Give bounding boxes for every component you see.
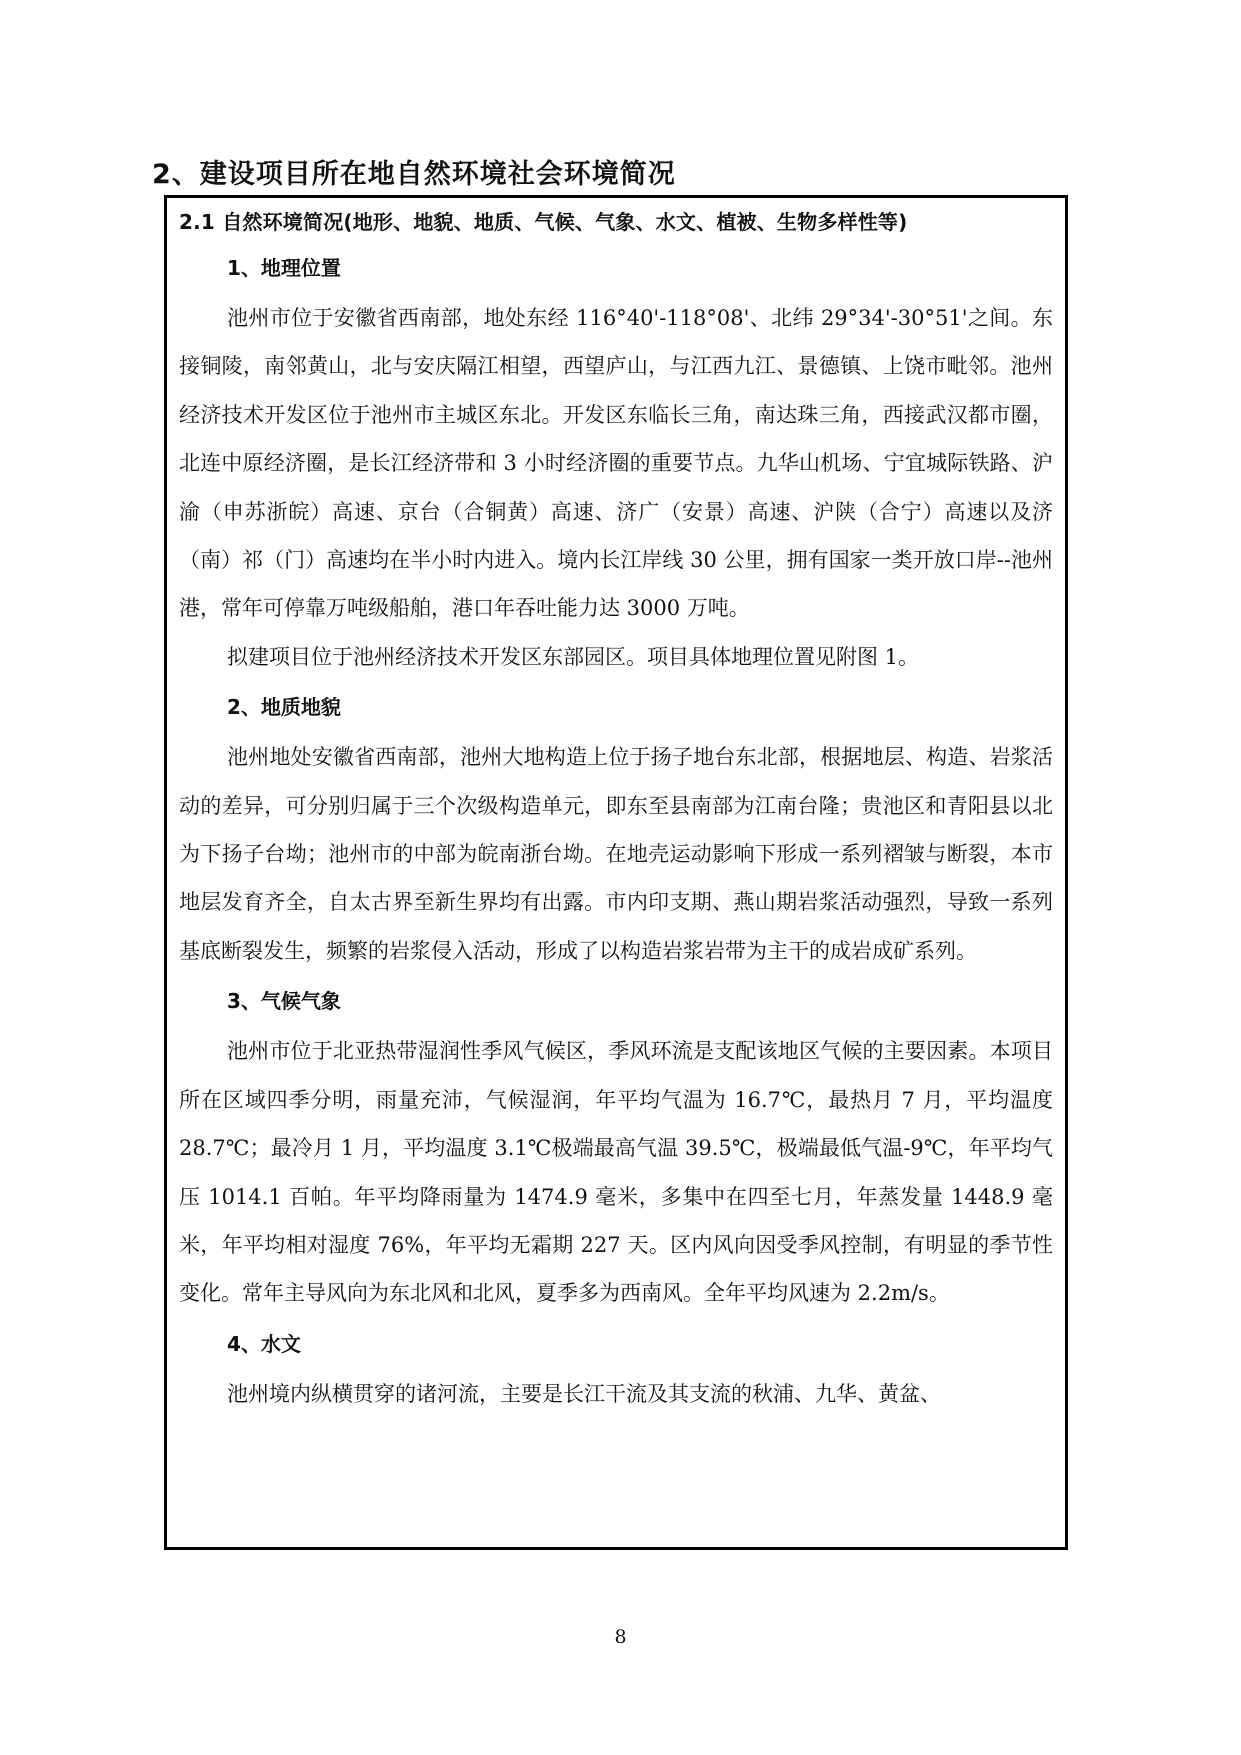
sub-heading-hydrology: 4、水文 bbox=[227, 1331, 301, 1356]
paragraph-location-1: 池州市位于安徽省西南部，地处东经 116°40'-118°08'、北纬 29°34'-30°51'之间。东接铜陵，南邻黄山，北与安庆隔江相望，西望庐山，与江西九江、景德镇、上饶市毗邻。池州经济技术开发区位于池州市主城区东北。开发区东临长三角，南达珠三角，西接武汉都市圈，北连中原经济圈，是长江经济带和 3 小时经济圈的重要节点。九华山机场、宁宜城际铁路、沪渝（申苏浙皖）高速、京台（合铜黄）高速、济广（安景）高速、沪陕（合宁）高速以及济（南）祁（门）高速均在半小时内进入。境内长江岸线 30 公里，拥有国家一类开放口岸--池州港，常年可停靠万吨级船舶，港口年吞吐能力达 3000 万吨。 bbox=[179, 306, 1053, 621]
page-number: 8 bbox=[614, 1626, 627, 1648]
paragraph-climate: 池州市位于北亚热带湿润性季风气候区，季风环流是支配该地区气候的主要因素。本项目所在区域四季分明，雨量充沛，气候湿润，年平均气温为 16.7℃，最热月 7 月，平均温度 28.7℃；最冷月 1 月，平均温度 3.1℃极端最高气温 39.5℃，极端最低气温-9℃，年平均气压 1014.1 百帕。年平均降雨量为 1474.9 毫米，多集中在四至七月，年蒸发量 1448.9 毫米，年平均相对湿度 76%，年平均无霜期 227 天。区内风向因受季风控制，有明显的季节性变化。常年主导风向为东北风和北风，夏季多为西南风。全年平均风速为 2.2m/s。 bbox=[179, 1039, 1053, 1306]
paragraph-geology: 池州地处安徽省西南部，池州大地构造上位于扬子地台东北部，根据地层、构造、岩浆活动的差异，可分别归属于三个次级构造单元，即东至县南部为江南台隆；贵池区和青阳县以北为下扬子台坳；池州市的中部为皖南浙台坳。在地壳运动影响下形成一系列褶皱与断裂，本市地层发育齐全，自太古界至新生界均有出露。市内印支期、燕山期岩浆活动强烈，导致一系列基底断裂发生，频繁的岩浆侵入活动，形成了以构造岩浆岩带为主干的成岩成矿系列。 bbox=[179, 745, 1053, 963]
section-title: 2.1 自然环境简况(地形、地貌、地质、气候、气象、水文、植被、生物多样性等) bbox=[179, 210, 908, 234]
paragraph-location-2: 拟建项目位于池州经济技术开发区东部园区。项目具体地理位置见附图 1。 bbox=[227, 644, 920, 669]
paragraph-hydrology: 池州境内纵横贯穿的诸河流，主要是长江干流及其支流的秋浦、九华、黄盆、 bbox=[227, 1381, 941, 1406]
sub-heading-location: 1、地理位置 bbox=[227, 256, 341, 280]
sub-heading-climate: 3、气候气象 bbox=[227, 989, 341, 1014]
page-heading: 2、建设项目所在地自然环境社会环境简况 bbox=[152, 159, 676, 190]
sub-heading-geology: 2、地质地貌 bbox=[227, 695, 341, 720]
content-box bbox=[164, 195, 1068, 1550]
